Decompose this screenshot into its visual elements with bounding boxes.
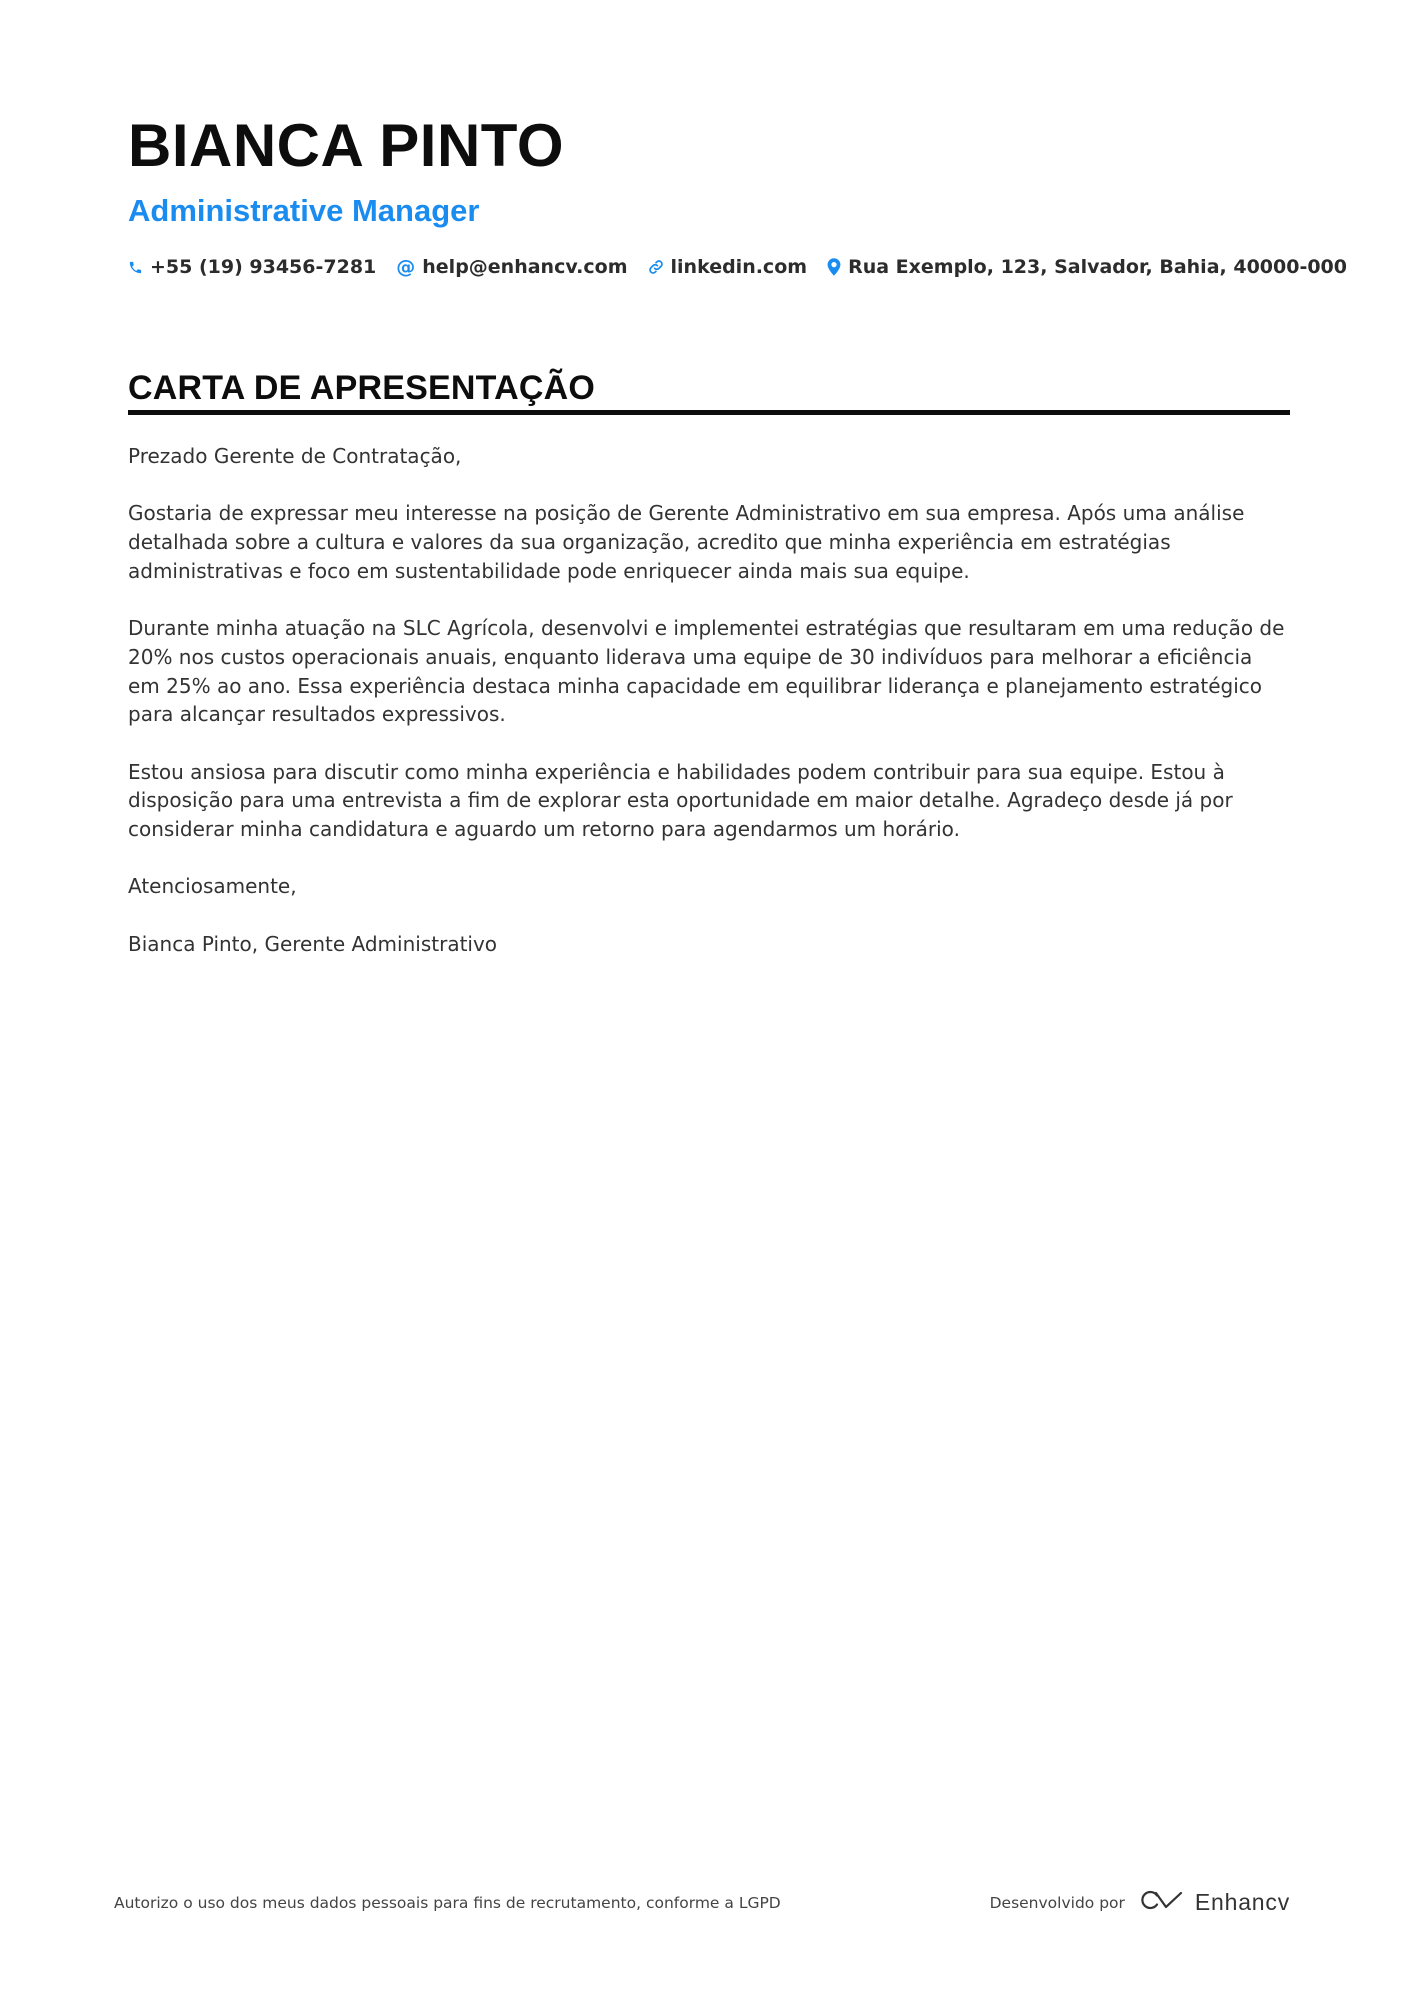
- link-icon: [648, 259, 664, 275]
- email-text: help@enhancv.com: [422, 256, 628, 278]
- section-divider: [128, 410, 1290, 415]
- phone-text: +55 (19) 93456-7281: [150, 256, 377, 278]
- contact-email[interactable]: [396, 256, 627, 278]
- letter-paragraph: Gostaria de expressar meu interesse na posição de Gerente Administrativo em sua empresa. Após uma análise detalhada sobre a cultura e valores da sua organização, acredito que minha experiência em estratégias administrativas e foco em sustentabilidade pode enriquecer ainda mais sua equipe.: [128, 501, 1245, 583]
- letter-paragraph: Estou ansiosa para discutir como minha experiência e habilidades podem contribuir para sua equipe. Estou à disposição para uma entrevista a fim de explorar esta oportunidade em maior detalhe. Agradeço desde já por considerar minha candidatura e aguardo um retorno para agendarmos um horário.: [128, 759, 1233, 842]
- candidate-name: BIANCA PINTO: [128, 112, 565, 179]
- letter-body: [128, 442, 1290, 987]
- footer-consent: Autorizo o uso dos meus dados pessoais para fins de recrutamento, conforme a LGPD: [114, 1894, 781, 1912]
- phone-icon: [128, 260, 143, 275]
- contact-website[interactable]: [648, 256, 808, 278]
- location-pin-icon: [827, 258, 841, 276]
- letter-paragraph: Durante minha atuação na SLC Agrícola, desenvolvi e implementei estratégias que resultaram em uma redução de 20% nos custos operacionais anuais, enquanto liderava uma equipe de 30 indivíduos para melhorar a eficiência em 25% ao ano. Essa experiência destaca minha capacidade em equilibrar liderança e planejamento estratégico para alcançar resultados expressivos.: [128, 616, 1285, 727]
- letter-greeting: Prezado Gerente de Contratação,: [128, 444, 462, 468]
- letter-signature: Bianca Pinto, Gerente Administrativo: [128, 931, 498, 956]
- enhancv-logo-icon: [1137, 1888, 1183, 1917]
- website-text: linkedin.com: [670, 256, 808, 278]
- brand-name: Enhancv: [1194, 1889, 1290, 1915]
- contact-phone[interactable]: [128, 256, 376, 278]
- section-title: CARTA DE APRESENTAÇÃO: [128, 369, 595, 407]
- contact-bar: [128, 252, 1347, 282]
- footer-brand[interactable]: [990, 1888, 1290, 1917]
- candidate-job-title: Administrative Manager: [128, 193, 480, 228]
- letter-closing: Atenciosamente,: [128, 874, 297, 899]
- powered-by-label: Desenvolvido por: [989, 1893, 1125, 1912]
- contact-address: [827, 256, 1347, 278]
- address-text: Rua Exemplo, 123, Salvador, Bahia, 40000-000: [848, 256, 1347, 278]
- at-icon: @: [396, 256, 416, 278]
